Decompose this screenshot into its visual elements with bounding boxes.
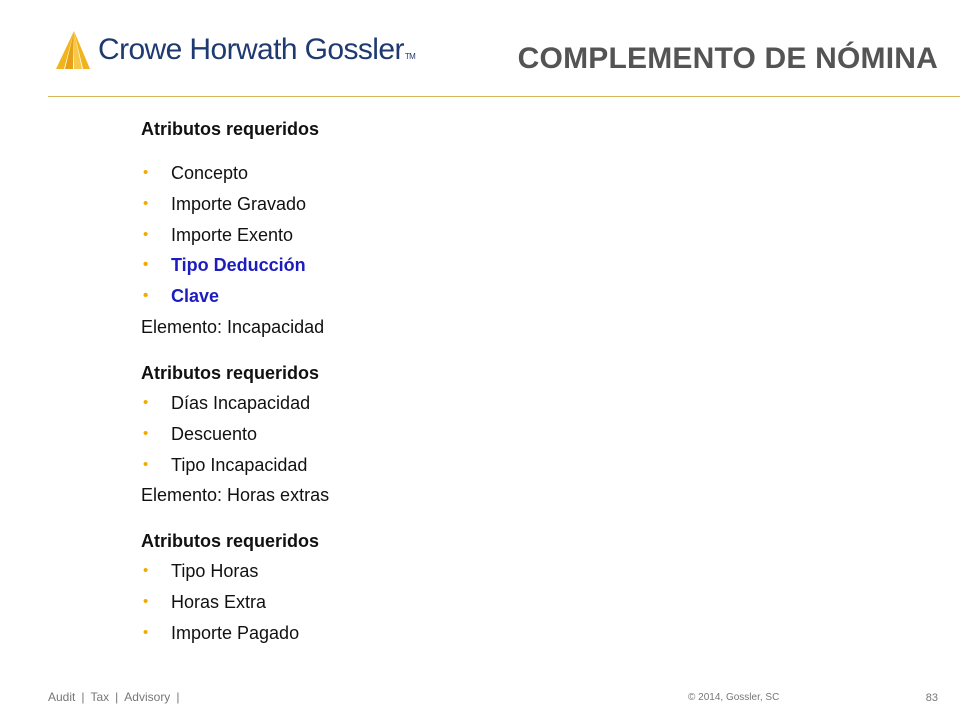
bullet-icon: • [143, 593, 149, 611]
footer-link-tax[interactable]: Tax [90, 690, 110, 704]
section-heading: Atributos requeridos [141, 531, 320, 552]
item-text: Concepto [171, 163, 249, 183]
crowe-logo-icon [52, 29, 92, 71]
list-item [141, 158, 741, 189]
bullet-icon: • [143, 164, 149, 181]
section-heading: Atributos requeridos [141, 119, 320, 139]
item-text: Importe Pagado [171, 622, 300, 643]
footer-link-audit[interactable]: Audit [48, 690, 76, 704]
bullet-icon: • [143, 562, 149, 580]
copyright-text: © 2014, Gossler, SC [688, 692, 780, 703]
bullet-icon: • [143, 455, 149, 473]
list-item [141, 419, 741, 450]
item-text: Descuento [171, 423, 258, 444]
brand-name: Crowe Horwath GosslerTM [98, 33, 416, 66]
item-text: Horas Extra [171, 592, 267, 613]
item-text: Clave [171, 286, 220, 307]
attribute-list [141, 158, 741, 312]
list-item-highlighted [141, 250, 741, 281]
element-label: Elemento: Incapacidad [141, 316, 325, 337]
attribute-list [141, 556, 741, 648]
bullet-icon: • [143, 623, 149, 641]
separator: | [176, 690, 180, 704]
attributes-section [141, 526, 741, 648]
list-item [141, 618, 741, 649]
attributes-section [141, 114, 741, 342]
item-text: Tipo Horas [171, 561, 259, 582]
bullet-icon: • [143, 287, 149, 305]
bullet-icon: • [143, 256, 149, 274]
item-text: Tipo Deducción [171, 255, 306, 276]
list-item [141, 388, 741, 419]
item-text: Días Incapacidad [171, 392, 311, 413]
item-text: Importe Gravado [171, 193, 307, 214]
item-text: Importe Exento [171, 224, 294, 245]
footer-nav [48, 690, 185, 704]
bullet-icon: • [143, 424, 149, 442]
header-divider [48, 96, 960, 97]
item-text: Tipo Incapacidad [171, 454, 308, 475]
attribute-list [141, 388, 741, 480]
page-number: 83 [925, 692, 938, 704]
slide-body [141, 114, 741, 649]
bullet-icon: • [143, 194, 149, 212]
attributes-section [141, 358, 741, 510]
list-item-highlighted [141, 281, 741, 312]
list-item [141, 556, 741, 587]
element-label: Elemento: Horas extras [141, 485, 330, 506]
section-heading: Atributos requeridos [141, 362, 320, 383]
list-item [141, 189, 741, 220]
list-item [141, 450, 741, 481]
bullet-icon: • [143, 225, 149, 243]
bullet-icon: • [143, 393, 149, 411]
separator: | [115, 690, 119, 704]
list-item [141, 220, 741, 251]
slide-title: COMPLEMENTO DE NÓMINA [517, 42, 938, 75]
separator: | [81, 690, 85, 704]
company-logo [52, 28, 415, 72]
list-item [141, 587, 741, 618]
footer-link-advisory[interactable]: Advisory [124, 690, 171, 704]
